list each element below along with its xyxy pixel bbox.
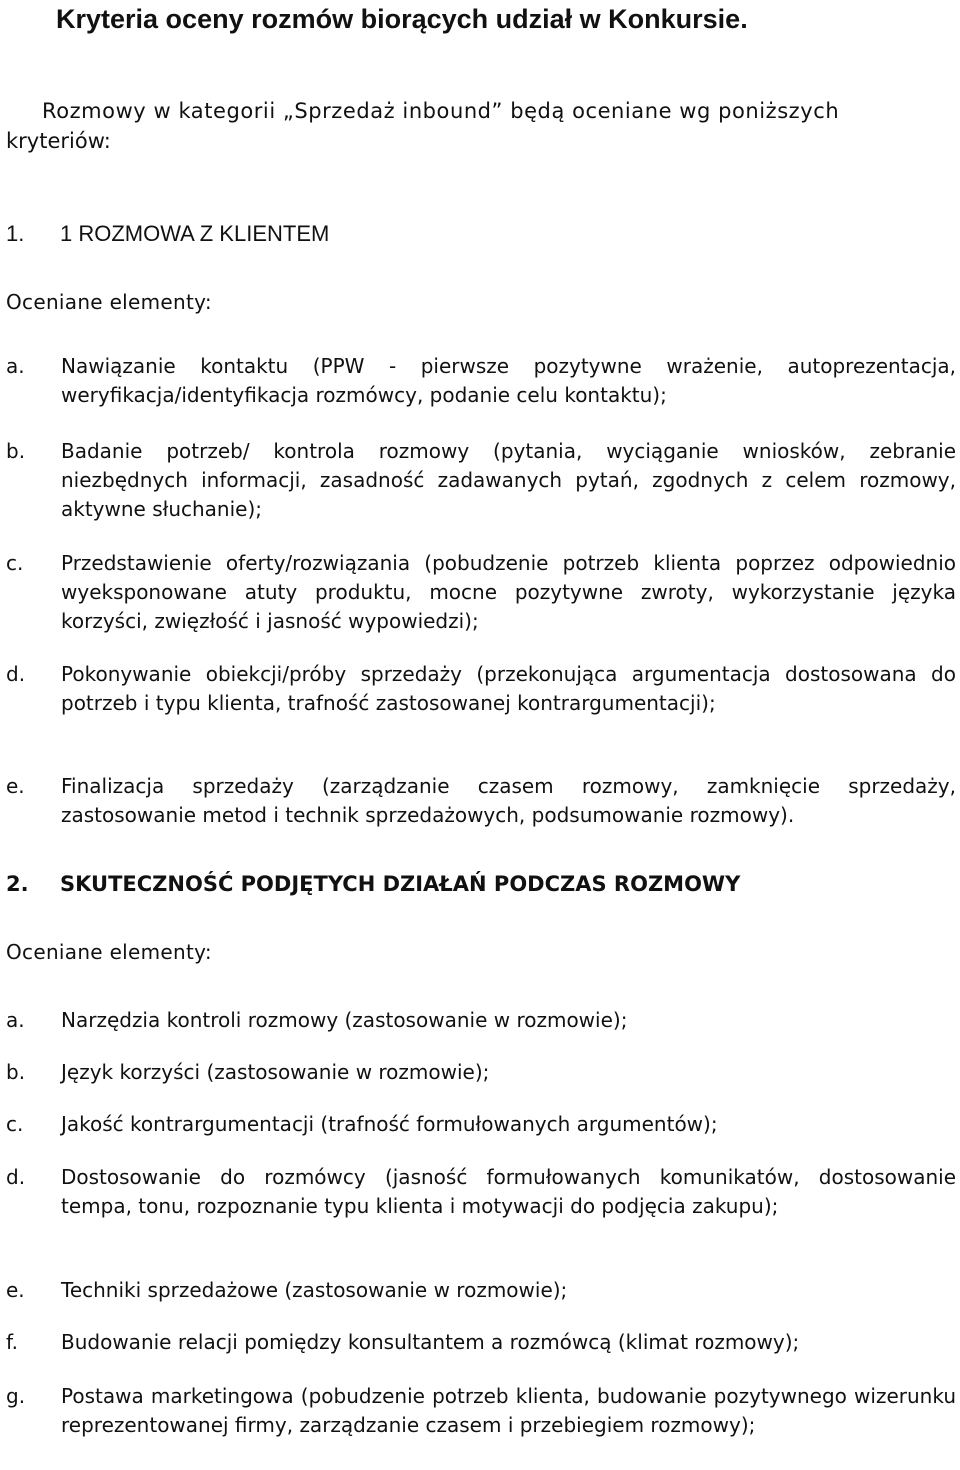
item-letter: c.: [6, 1112, 24, 1136]
item-letter: e.: [6, 774, 25, 798]
item-letter: d.: [6, 1165, 26, 1189]
item-letter: g.: [6, 1384, 26, 1408]
item-text: Język korzyści (zastosowanie w rozmowie);: [61, 1060, 490, 1084]
item-letter: d.: [6, 662, 26, 686]
item-text: Pokonywanie obiekcji/próby sprzedaży (przekonująca argumentacja dostosowana do potrzeb i typu klienta, trafność zastosowanej kontrargumentacji);: [61, 662, 956, 715]
item-text: Przedstawienie oferty/rozwiązania (pobudzenie potrzeb klienta poprzez odpowiednio wyeksponowane atuty produktu, mocne pozytywne zwroty, wykorzystanie języka korzyści, zwięzłość i jasność wypowiedzi);: [61, 551, 956, 633]
item-letter: b.: [6, 1060, 26, 1084]
item-letter: c.: [6, 551, 24, 575]
item-text: Postawa marketingowa (pobudzenie potrzeb klienta, budowanie pozytywnego wizerunku reprezentowanej firmy, zarządzanie czasem i przebiegiem rozmowy);: [61, 1384, 956, 1437]
intro-line-1-text: Rozmowy w kategorii „Sprzedaż inbound” będą oceniane wg poniższych: [42, 99, 840, 123]
item-letter: b.: [6, 439, 26, 463]
section-2-title: SKUTECZNOŚĆ PODJĘTYCH DZIAŁAŃ PODCZAS ROZMOWY: [60, 872, 741, 896]
item-text: Jakość kontrargumentacji (trafność formułowanych argumentów);: [61, 1112, 718, 1136]
item-text: Techniki sprzedażowe (zastosowanie w rozmowie);: [61, 1278, 568, 1302]
intro-line-2: kryteriów:: [6, 129, 111, 153]
item-letter: e.: [6, 1278, 25, 1302]
section-1-title: 1 ROZMOWA Z KLIENTEM: [60, 221, 330, 246]
item-text: Budowanie relacji pomiędzy konsultantem a rozmówcą (klimat rozmowy);: [61, 1330, 800, 1354]
intro-paragraph: [6, 96, 956, 156]
item-text: Finalizacja sprzedaży (zarządzanie czasem rozmowy, zamknięcie sprzedaży, zastosowanie metod i technik sprzedażowych, podsumowanie rozmowy).: [61, 774, 956, 827]
section-1-subheading: Oceniane elementy:: [6, 290, 212, 314]
section-2-number: 2.: [6, 872, 29, 896]
item-letter: f.: [6, 1330, 18, 1354]
item-letter: a.: [6, 354, 25, 378]
section-1-heading: [6, 219, 329, 249]
item-text: Badanie potrzeb/ kontrola rozmowy (pytania, wyciąganie wniosków, zebranie niezbędnych informacji, zasadność zadawanych pytań, zgodnych z celem rozmowy, aktywne słuchanie);: [61, 439, 956, 521]
section-1-number: 1.: [6, 221, 25, 246]
intro-line-1: [6, 96, 956, 126]
section-2-subheading: Oceniane elementy:: [6, 940, 212, 964]
item-text: Dostosowanie do rozmówcy (jasność formułowanych komunikatów, dostosowanie tempa, tonu, rozpoznanie typu klienta i motywacji do podjęcia zakupu);: [61, 1165, 956, 1218]
item-letter: a.: [6, 1008, 25, 1032]
section-2-heading: [6, 869, 740, 899]
item-text: Narzędzia kontroli rozmowy (zastosowanie w rozmowie);: [61, 1008, 628, 1032]
item-text: Nawiązanie kontaktu (PPW - pierwsze pozytywne wrażenie, autoprezentacja, weryfikacja/identyfikacja rozmówcy, podanie celu kontaktu);: [61, 354, 956, 407]
document-title: Kryteria oceny rozmów biorących udział w Konkursie.: [56, 4, 748, 34]
